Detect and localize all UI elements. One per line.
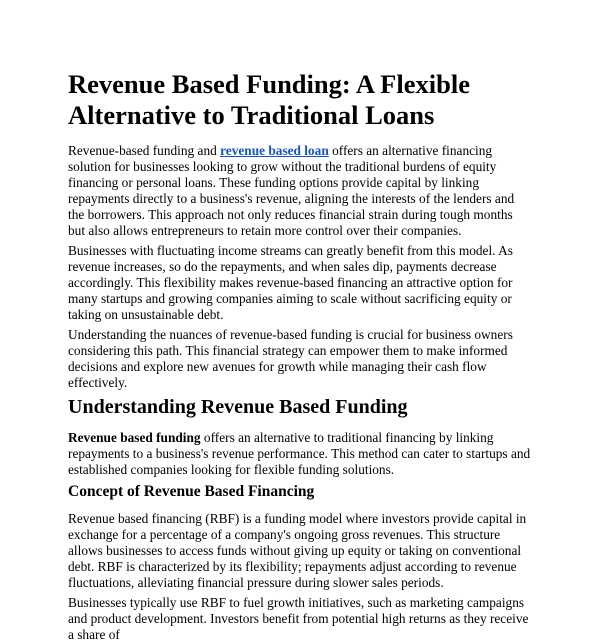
subsection-heading-concept-of-rbf: Concept of Revenue Based Financing [68, 483, 315, 500]
section-intro-paragraph [68, 430, 532, 478]
paragraph-understanding-nuances: Understanding the nuances of revenue-based funding is crucial for business owners considering this path. This financial strategy can empower them to make informed decisions and explore new avenues for growth while managing their cash flow effectively. [68, 327, 513, 390]
section-intro-rest: offers an alternative to traditional financing by linking repayments to a business's revenue performance. This method can cater to startups and established companies looking for flexible funding solutions. [68, 430, 531, 477]
intro-paragraph [68, 143, 532, 239]
revenue-based-loan-link[interactable]: revenue based loan [220, 143, 329, 158]
section-heading-understanding-rbf: Understanding Revenue Based Funding [68, 396, 408, 418]
paragraph-rbf-growth: Businesses typically use RBF to fuel growth initiatives, such as marketing campaigns and product development. Investors benefit from potential high returns as they receive a share of [68, 595, 529, 642]
paragraph-fluctuating-income: Businesses with fluctuating income streams can greatly benefit from this model. As revenue increases, so do the repayments, and when sales dip, payments decrease accordingly. This flexibility makes revenue-based financing an attractive option for many startups and growing companies aiming to scale without sacrificing equity or taking on unsustainable debt. [68, 243, 513, 322]
article-title: Revenue Based Funding: A Flexible Alternative to Traditional Loans [68, 69, 470, 130]
intro-text-after-link: offers an alternative financing solution for businesses looking to grow without the traditional burdens of equity financing or personal loans. These funding options provide capital by linking repayments directly to a business's revenue, aligning the interests of the lenders and the borrowers. This approach not only reduces financial strain during tough months but also allows entrepreneurs to retain more control over their companies. [68, 143, 515, 238]
bold-lead-revenue-based-funding: Revenue based funding [68, 430, 201, 445]
paragraph-rbf-concept: Revenue based financing (RBF) is a funding model where investors provide capital in exchange for a percentage of a company's ongoing gross revenues. This structure allows businesses to access funds without giving up equity or taking on conventional debt. RBF is characterized by its flexibility; repayments adjust according to revenue fluctuations, alleviating financial pressure during slower sales periods. [68, 511, 527, 590]
intro-text-before-link: Revenue-based funding and [68, 143, 221, 158]
